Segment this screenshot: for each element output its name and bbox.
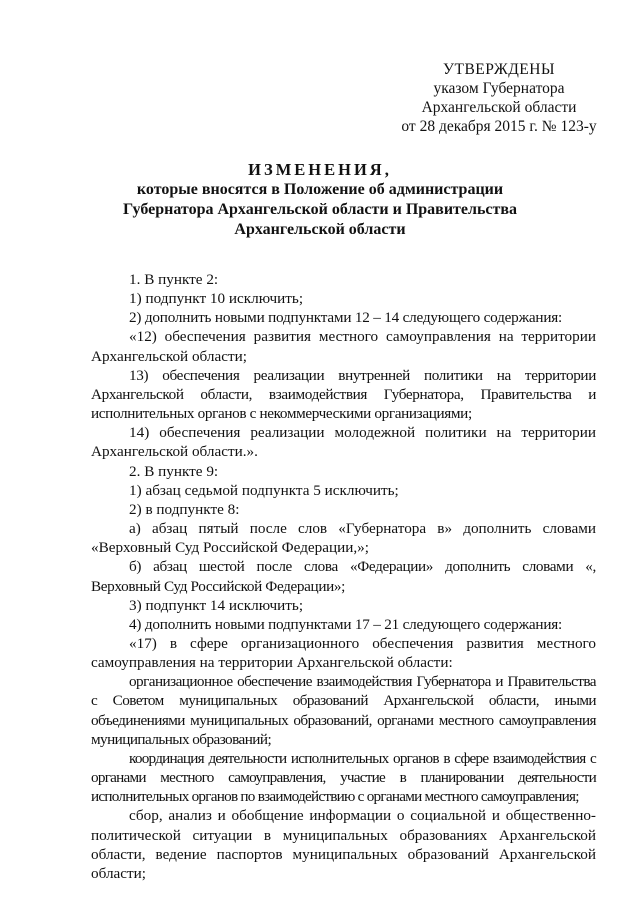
paragraph: 2) в подпункте 8: [129, 500, 240, 518]
paragraph: 4) дополнить новыми подпунктами 17 – 21 следующего содержания: [129, 615, 563, 633]
paragraph: 1. В пункте 2: [129, 271, 219, 288]
paragraph: 3) подпункт 14 исключить; [129, 596, 304, 614]
heading-line-4: Архангельской области [234, 221, 406, 238]
approval-issuer: указом Губернатора [433, 80, 565, 97]
paragraph: 14) обеспечения реализации молодежной политики на территории Архангельской области.». [91, 424, 596, 461]
paragraph: 2. В пункте 9: [129, 462, 219, 480]
document-body [91, 270, 596, 883]
paragraph: а) абзац пятый после слов «Губернатора в» дополнить словами «Верховный Суд Российской Федерации,»; [91, 520, 596, 557]
paragraph: 2) дополнить новыми подпунктами 12 – 14 следующего содержания: [129, 309, 563, 327]
paragraph: «12) обеспечения развития местного самоуправления на территории Архангельской области; [91, 328, 596, 365]
paragraph: 13) обеспечения реализации внутренней политики на территории Архангельской области, взаимодействия Губернатора, Правительства и исполнительных органов с некоммерческими организациями; [91, 366, 596, 423]
paragraph: б) абзац шестой после слова «Федерации» дополнить словами «, Верховный Суд Российской Федерации»; [91, 558, 596, 595]
paragraph: организационное обеспечение взаимодействия Губернатора и Правительства с Советом муниципальных образований Архангельской области, иными объединениями муниципальных образований, органами местного самоуправления муниципальных образований; [91, 673, 596, 748]
document-heading [80, 160, 560, 240]
paragraph: сбор, анализ и обобщение информации о социальной и общественно-политической ситуации в муниципальных образованиях Архангельской области, ведение паспортов муниципальных образований Архангельской области; [91, 807, 596, 882]
document-title: ИЗМЕНЕНИЯ, [248, 160, 392, 179]
paragraph: 1) подпункт 10 исключить; [129, 290, 304, 308]
approval-stamp [382, 60, 616, 136]
approval-region: Архангельской области [421, 99, 577, 116]
paragraph: координация деятельности исполнительных органов в сфере взаимодействия с органами местного самоуправления, участие в планировании деятельности исполнительных органов по взаимодействию с органами местного самоуправления; [91, 749, 596, 806]
paragraph: 1) абзац седьмой подпункта 5 исключить; [129, 481, 399, 499]
paragraph: «17) в сфере организационного обеспечения развития местного самоуправления на территории Архангельской области: [91, 634, 596, 672]
approval-title: УТВЕРЖДЕНЫ [443, 61, 555, 78]
heading-line-3: Губернатора Архангельской области и Правительства [122, 201, 518, 218]
approval-date: от 28 декабря 2015 г. № 123-у [401, 118, 597, 135]
heading-line-2: которые вносятся в Положение об администрации [136, 181, 504, 198]
